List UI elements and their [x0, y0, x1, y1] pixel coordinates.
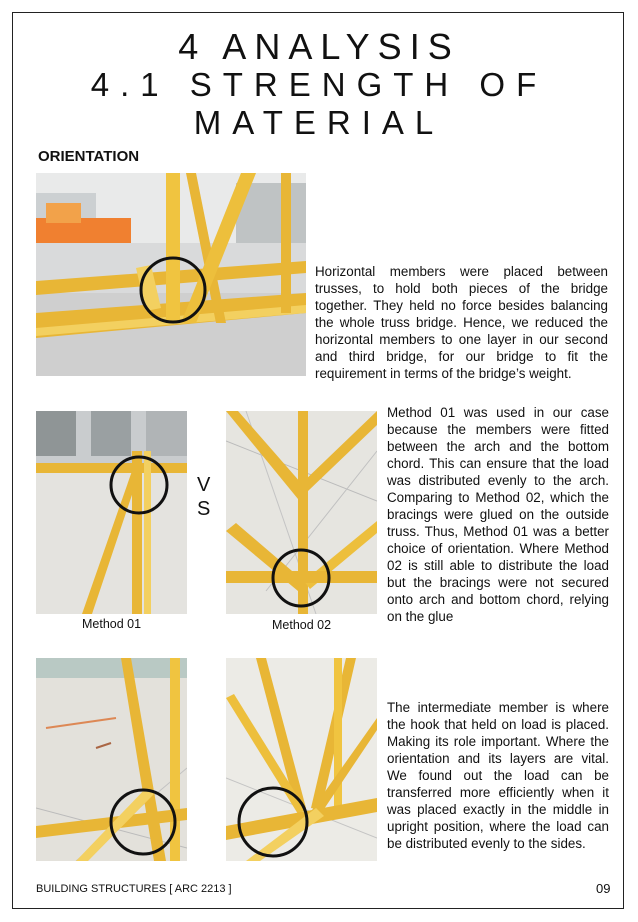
photo-intermediate-member-a	[36, 658, 187, 861]
page-title: 4 ANALYSIS	[178, 26, 460, 67]
paragraph-horizontal-members: Horizontal members were placed between trusses, to hold both pieces of the bridge together. They held no force besides balancing the whole truss bridge. Hence, we reduced the horizontal members to one layer in our second and third bridge, for our bridge to fit the requirement in terms of the bridge’s weight.	[315, 264, 608, 381]
footer-course: BUILDING STRUCTURES [ ARC 2213 ]	[36, 883, 232, 895]
paragraph-intermediate-member: The intermediate member is where the hook that held on load is placed. Making its role important. Where the orientation and its layers are vital. We found out the load can be transferred more efficiently when it was placed exactly in the middle in upright position, where the load can be distributed evenly to the sides.	[387, 700, 609, 851]
caption-method-02: Method 02	[272, 618, 332, 632]
photo-intermediate-member-b	[226, 658, 377, 861]
photo-method-02	[226, 411, 377, 614]
caption-method-01: Method 01	[82, 617, 142, 631]
section-heading: ORIENTATION	[38, 148, 140, 165]
versus-s: S	[197, 498, 211, 520]
photo-horizontal-member	[36, 173, 306, 376]
page-number: 09	[596, 881, 611, 896]
photo-method-01	[36, 411, 187, 614]
paragraph-method-comparison: Method 01 was used in our case because the members were fitted between the arch and the bottom chord. This can ensure that the load was distributed evenly to the arch. Comparing to Method 02, which the bracings were glued on the outside truss. Thus, Method 01 was a better choice of orientation. Where Method 02 is still able to distribute the load but the bracings were not secured onto arch and bottom chord, relying on the glue	[387, 405, 609, 624]
page-subtitle: 4.1 STRENGTH OF MATERIAL	[90, 66, 548, 141]
versus-label	[197, 473, 210, 521]
versus-v: V	[197, 474, 211, 496]
